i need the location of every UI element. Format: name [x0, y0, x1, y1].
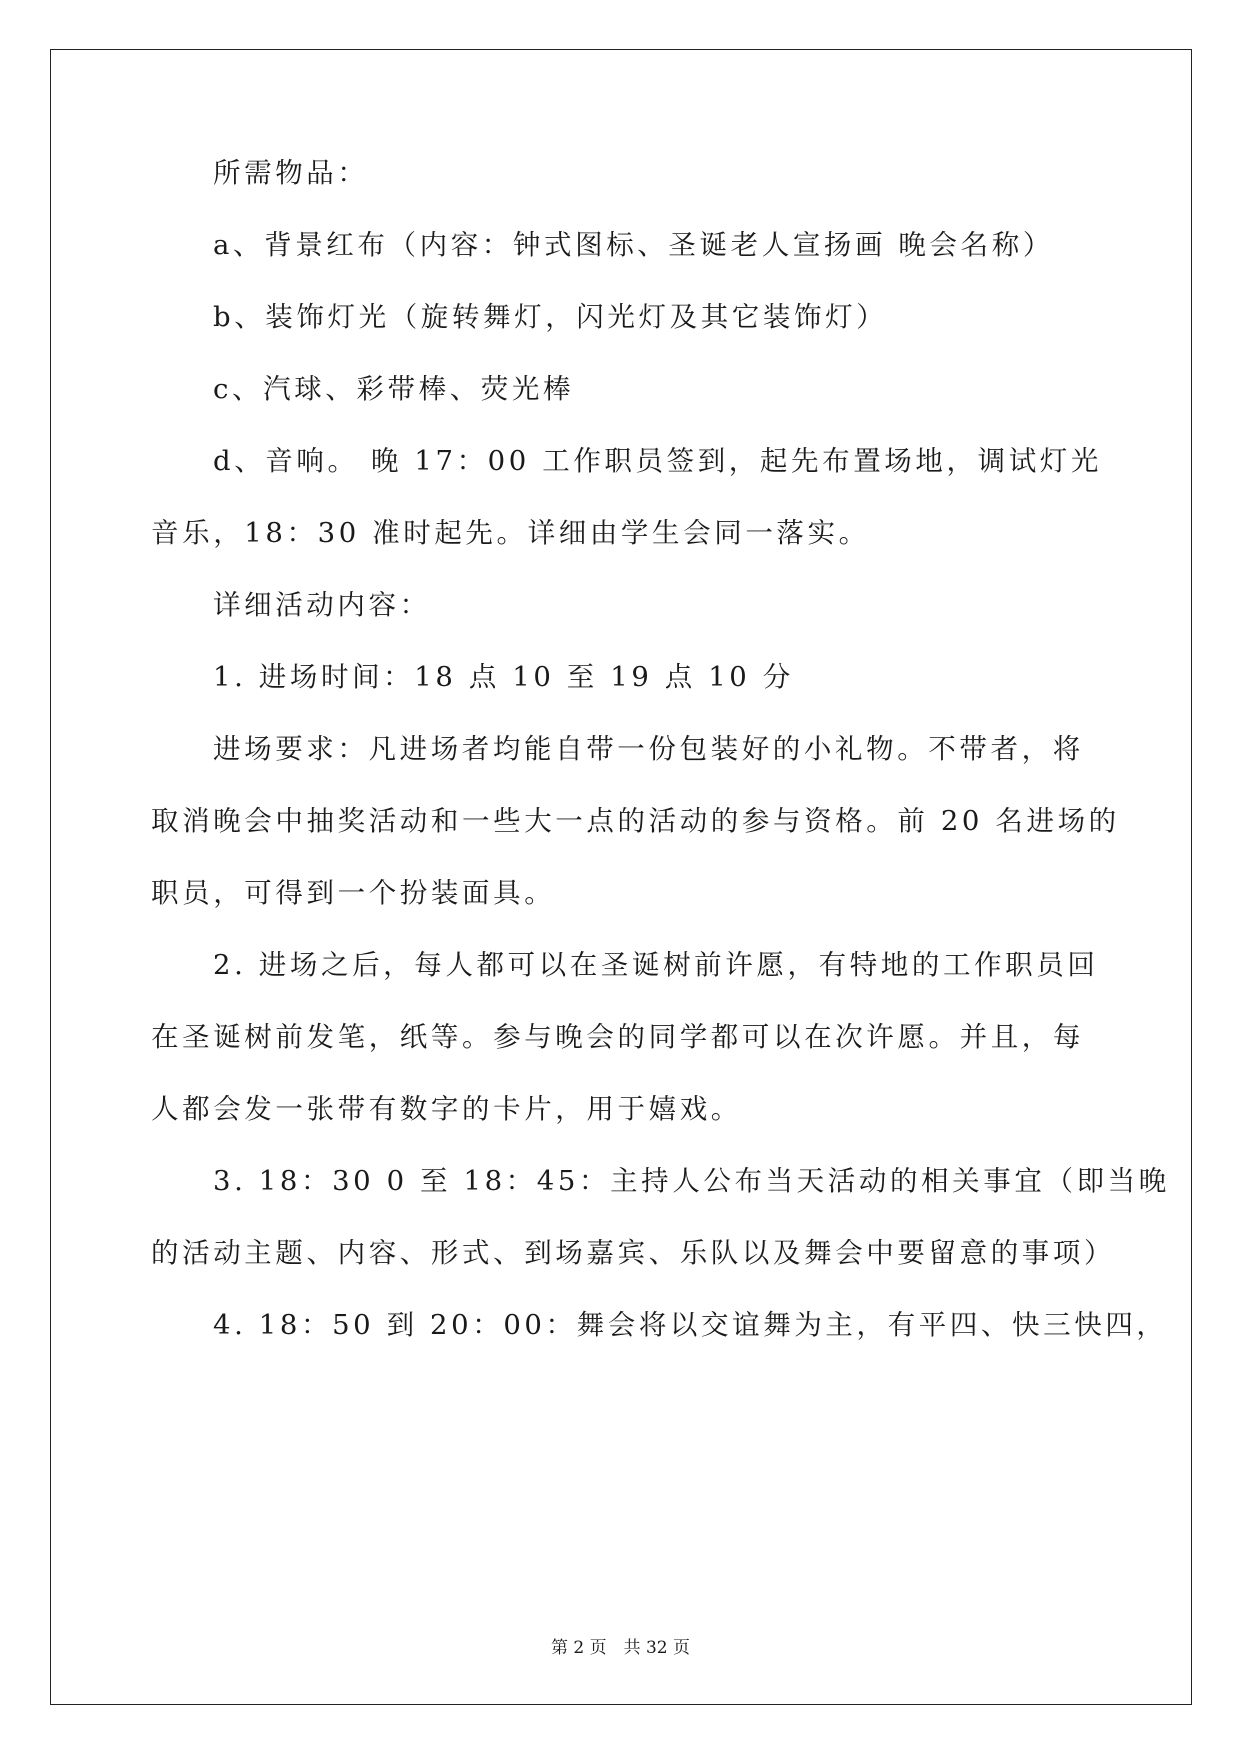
- paragraph-line: 的活动主题、内容、形式、到场嘉宾、乐队以及舞会中要留意的事项）: [151, 1237, 1116, 1269]
- list-item-c: c、汽球、彩带棒、荧光棒: [213, 373, 575, 405]
- list-item-a: a、背景红布（内容：钟式图标、圣诞老人宣扬画 晚会名称）: [213, 229, 1054, 261]
- paragraph-line: 人都会发一张带有数字的卡片，用于嬉戏。: [151, 1093, 742, 1125]
- paragraph-line: 进场要求：凡进场者均能自带一份包装好的小礼物。不带者，将: [213, 733, 1084, 765]
- activity-item-4: 4. 18：50 到 20：00：舞会将以交谊舞为主，有平四、快三快四，: [213, 1309, 1168, 1341]
- list-item-b: b、装饰灯光（旋转舞灯，闪光灯及其它装饰灯）: [213, 301, 888, 333]
- paragraph-line: 取消晚会中抽奖活动和一些大一点的活动的参与资格。前 20 名进场的: [151, 805, 1120, 837]
- list-item-d: d、音响。 晚 17：00 工作职员签到，起先布置场地，调试灯光: [213, 445, 1103, 477]
- activity-item-1: 1. 进场时间：18 点 10 至 19 点 10 分: [213, 661, 794, 693]
- activity-item-2: 2. 进场之后，每人都可以在圣诞树前许愿，有特地的工作职员回: [213, 949, 1099, 981]
- activity-item-3: 3. 18：30 0 至 18：45：主持人公布当天活动的相关事宜（即当晚: [213, 1165, 1170, 1197]
- section-heading-items: 所需物品：: [213, 157, 369, 189]
- section-heading-activities: 详细活动内容：: [213, 589, 431, 621]
- page-number-footer: 第 2 页 共 32 页: [550, 1638, 691, 1658]
- paragraph-line: 在圣诞树前发笔，纸等。参与晚会的同学都可以在次许愿。并且，每: [151, 1021, 1084, 1053]
- paragraph-line: 职员，可得到一个扮装面具。: [151, 877, 556, 909]
- paragraph-line: 音乐，18：30 准时起先。详细由学生会同一落实。: [151, 517, 870, 549]
